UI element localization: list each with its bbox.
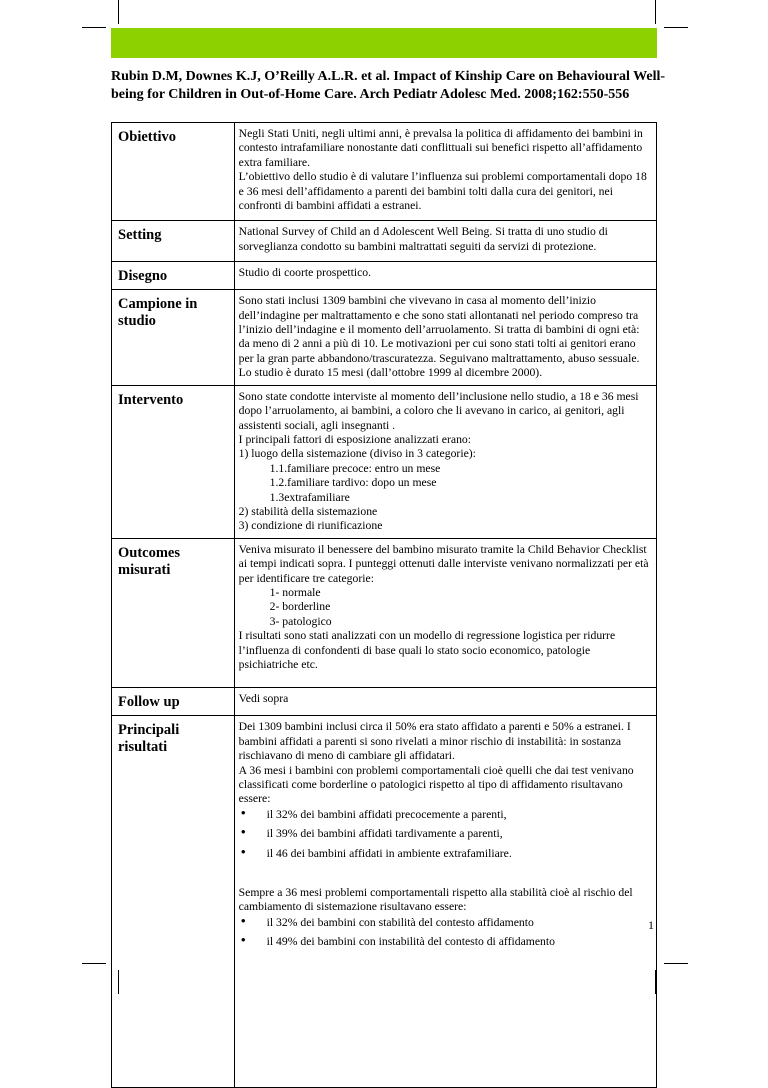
- row-outcomes: [112, 538, 657, 684]
- paragraph: L’obiettivo dello studio è di valutare l’influenza sui problemi comportamentali dopo 18 e 36 mesi dell’affidamento a parenti dei bambini tolti dalla cura dei genitori, nei confronti di bambini affidati a estranei.: [238, 170, 647, 213]
- row-label: Follow up: [112, 688, 235, 716]
- crop-mark: [118, 0, 119, 24]
- paragraph: Sempre a 36 mesi problemi comportamentali rispetto alla stabilità cioè al rischio del cambiamento di sistemazione risultavano essere:: [238, 886, 633, 914]
- paragraph: A 36 mesi i bambini con problemi comportamentali cioè quelli che dai test venivano classificati come borderline o patologici rispetto al tipo di affidamento risultavano essere:: [238, 763, 634, 806]
- row-label: Campione in studio: [112, 290, 235, 385]
- header-bar: [111, 28, 657, 58]
- row-content: [234, 538, 656, 684]
- row-label: Intervento: [112, 385, 235, 538]
- list-subitem: 3- patologico: [269, 614, 332, 628]
- crop-mark: [664, 27, 688, 28]
- paragraph: Veniva misurato il benessere del bambino misurato tramite la Child Behavior Checklist ai tempi indicati sopra. I punteggi ottenuti dalle interviste venivano normalizzati per età per identificare tre categorie:: [238, 542, 649, 585]
- crop-mark: [82, 963, 106, 964]
- bullet-item: • il 32% dei bambini con stabilità del contesto affidamento: [239, 916, 652, 930]
- bullet-item: • il 49% dei bambini con instabilità del contesto di affidamento: [239, 935, 652, 949]
- page-number: 1: [648, 918, 654, 932]
- list-item: 3) condizione di riunificazione: [238, 519, 383, 533]
- paragraph: I principali fattori di esposizione analizzati erano:: [238, 432, 471, 446]
- list-subitem: 1.1.familiare precoce: entro un mese: [269, 461, 441, 475]
- row-content: National Survey of Child an d Adolescent Well Being. Si tratta di uno studio di sorveglianza condotto su bambini maltrattati seguiti da servizi di protezione.: [234, 221, 656, 258]
- list-subitem: 1.3extrafamiliare: [269, 490, 350, 504]
- row-label: Obiettivo: [112, 123, 235, 218]
- paragraph: I risultati sono stati analizzati con un modello di regressione logistica per ridurre l’influenza di confondenti di base quali lo stato socio economico, patologie psichiatriche etc.: [238, 629, 616, 671]
- list-subitem: 2- borderline: [269, 600, 331, 614]
- row-label: Outcomes misurati: [112, 538, 235, 684]
- bullet-item: • il 32% dei bambini affidati precocemente a parenti,: [239, 808, 652, 822]
- bullet-list: [239, 916, 652, 950]
- row-content: [234, 716, 656, 1087]
- paragraph: Negli Stati Uniti, negli ultimi anni, è prevalsa la politica di affidamento dei bambini in contesto intrafamiliare nonostante dati conflittuali sui benefici rispetto all’affidamento extra familiare.: [238, 127, 643, 169]
- paragraph: Dei 1309 bambini inclusi circa il 50% era stato affidato a parenti e 50% a estranei. I bambini affidati a parenti si sono rivelati a minor rischio di instabilità: in sostanza rischiavano di meno di cambiare gli affidatari.: [238, 720, 631, 763]
- row-content: [234, 385, 656, 538]
- row-content: Sono stati inclusi 1309 bambini che vivevano in casa al momento dell’inizio dell’indagine per maltrattamento e che sono stati allontanati nel periodo compreso tra l’inizio dell’indagine e il momento dell’arruolamento. Si tratta di bambini di ogni età: da meno di 2 anni a più di 10. Le motivazioni per cui sono stati tolti ai genitori erano per la gran parte abbandono/trascuratezza. Seguivano maltrattamento, abuso sessuale. Lo studio è durato 15 mesi (dall’ottobre 1999 al dicembre 2000).: [234, 290, 656, 385]
- row-label: Disegno: [112, 262, 235, 290]
- row-content: Studio di coorte prospettico.: [234, 262, 656, 290]
- row-disegno: [112, 262, 657, 290]
- bullet-item: • il 46 dei bambini affidati in ambiente extrafamiliare.: [239, 847, 652, 861]
- list-subitem: 1.2.familiare tardivo: dopo un mese: [269, 476, 437, 490]
- row-content: [234, 123, 656, 218]
- crop-mark: [655, 0, 656, 24]
- row-intervento: [112, 385, 657, 538]
- list-subitem: 1- normale: [269, 585, 321, 599]
- row-label: Principali risultati: [112, 716, 235, 1087]
- row-setting: [112, 221, 657, 258]
- summary-table: [111, 122, 657, 1088]
- row-label: Setting: [112, 221, 235, 258]
- paragraph: Sono state condotte interviste al momento dell’inclusione nello studio, a 18 e 36 mesi dopo l’arruolamento, ai bambini, a coloro che li avevano in carico, ai genitori, agli assistenti sociali, agli insegnanti .: [238, 389, 639, 432]
- row-campione: [112, 290, 657, 385]
- list-item: 2) stabilità della sistemazione: [238, 504, 378, 518]
- bullet-item: • il 39% dei bambini affidati tardivamente a parenti,: [239, 827, 652, 841]
- row-content: Vedi sopra: [234, 688, 656, 716]
- crop-mark: [664, 963, 688, 964]
- citation: Rubin D.M, Downes K.J, O’Reilly A.L.R. et al. Impact of Kinship Care on Behavioural Well-being for Children in Out-of-Home Care. Arch Pediatr Adolesc Med. 2008;162:550-556: [111, 69, 666, 102]
- row-followup: [112, 688, 657, 716]
- row-obiettivo: [112, 123, 657, 218]
- list-item: 1) luogo della sistemazione (diviso in 3 categorie):: [238, 447, 476, 461]
- row-risultati: [112, 716, 657, 1087]
- bullet-list: [239, 808, 652, 861]
- crop-mark: [82, 27, 106, 28]
